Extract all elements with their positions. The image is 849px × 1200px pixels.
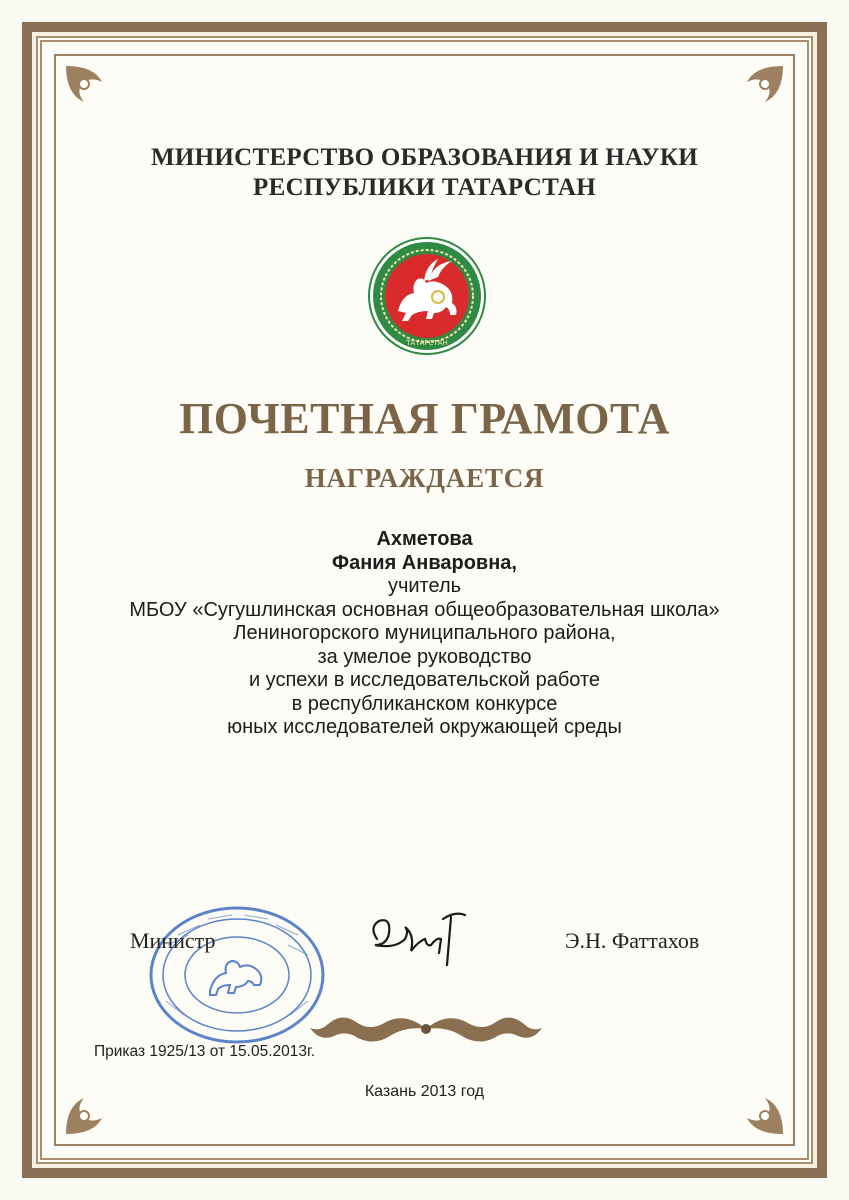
- recipient-district: Лениногорского муниципального района,: [233, 622, 616, 644]
- ministry-title-line-1: МИНИСТЕРСТВО ОБРАЗОВАНИЯ И НАУКИ: [150, 144, 698, 171]
- awarded-label: НАГРАЖДАЕТСЯ: [304, 463, 545, 493]
- recipient-school: МБОУ «Сугушлинская основная общеобразовательная школа»: [129, 598, 720, 621]
- certificate-title: ПОЧЕТНАЯ ГРАМОТА: [179, 394, 670, 443]
- corner-ornament-icon: [723, 62, 787, 126]
- ministry-title-line-2: РЕСПУБЛИКИ ТАТАРСТАН: [253, 174, 596, 201]
- minister-title: Министр: [130, 928, 216, 953]
- tatarstan-coat-of-arms-icon: [368, 237, 486, 355]
- minister-name: Э.Н. Фаттахов: [565, 928, 700, 953]
- recipient-given-names: Фания Анваровна,: [332, 551, 517, 574]
- city-year: Казань 2013 год: [364, 1083, 485, 1100]
- award-body: [80, 528, 769, 740]
- corner-ornament-icon: [62, 62, 126, 126]
- emblem-ring-text: ТАТАРСТАН: [406, 339, 448, 347]
- minister-signature: [365, 905, 475, 975]
- recipient-surname: Ахметова: [376, 528, 473, 550]
- award-reason-line: юных исследователей окружающей среды: [227, 716, 622, 738]
- award-reason-line: за умелое руководство: [317, 645, 532, 668]
- award-reason-line: в республиканском конкурсе: [291, 692, 558, 715]
- award-reason-line: и успехи в исследовательской работе: [248, 669, 601, 691]
- official-seal-stamp: [148, 905, 326, 1045]
- order-reference: Приказ 1925/13 от 15.05.2013г.: [94, 1043, 316, 1060]
- recipient-position: учитель: [387, 575, 462, 597]
- ornamental-flourish: [306, 1008, 546, 1050]
